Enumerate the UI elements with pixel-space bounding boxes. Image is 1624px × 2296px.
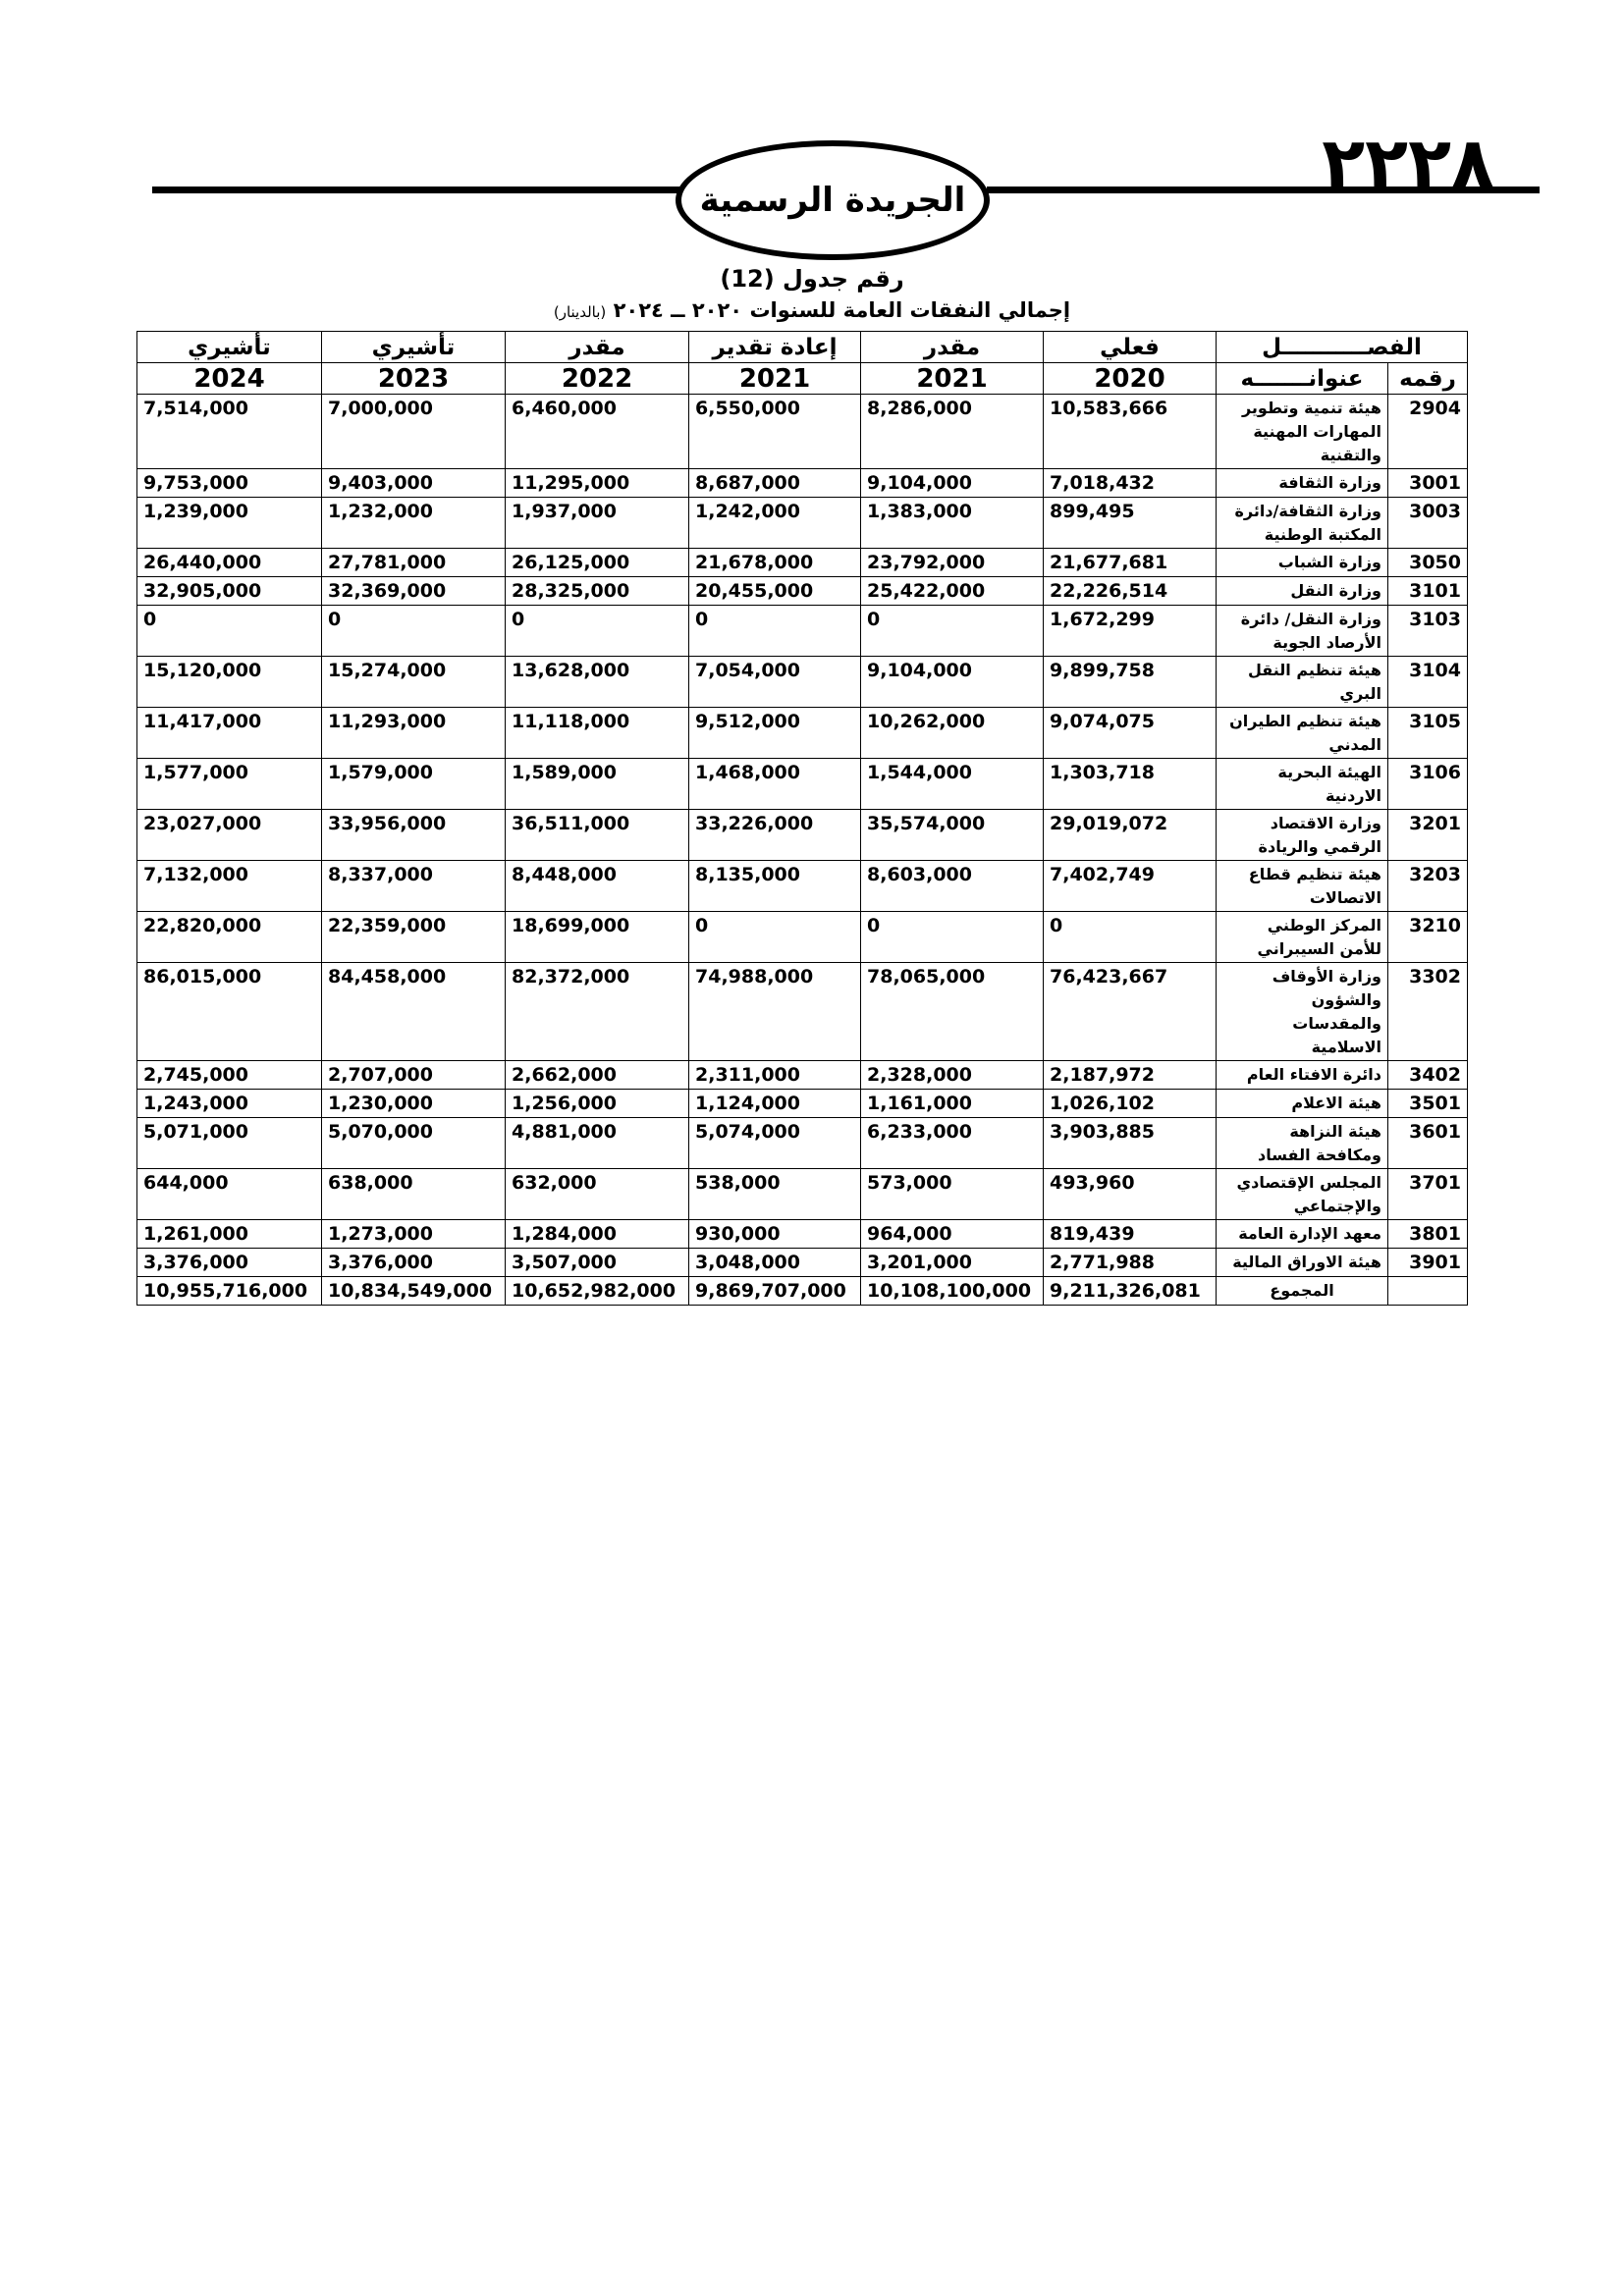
chapter-code: 2904 bbox=[1388, 395, 1468, 469]
amount-cell: 25,422,000 bbox=[861, 577, 1044, 606]
chapter-title: هيئة تنظيم الطيران المدني bbox=[1217, 708, 1388, 759]
table-row bbox=[137, 759, 1468, 810]
col4-year: 2022 bbox=[506, 363, 689, 395]
amount-cell: 0 bbox=[506, 606, 689, 657]
chapter-title: وزارة الأوقاف والشؤون والمقدسات الاسلامية bbox=[1217, 963, 1388, 1061]
chapter-code: 3050 bbox=[1388, 549, 1468, 577]
amount-cell: 18,699,000 bbox=[506, 912, 689, 963]
chapter-code: 3601 bbox=[1388, 1118, 1468, 1169]
total-amount: 10,108,100,000 bbox=[861, 1277, 1044, 1306]
amount-cell: 78,065,000 bbox=[861, 963, 1044, 1061]
chapter-title: وزارة الشباب bbox=[1217, 549, 1388, 577]
table-row bbox=[137, 498, 1468, 549]
amount-cell: 8,337,000 bbox=[322, 861, 506, 912]
table-row bbox=[137, 861, 1468, 912]
chapter-title: وزارة النقل/ دائرة الأرصاد الجوية bbox=[1217, 606, 1388, 657]
amount-cell: 632,000 bbox=[506, 1169, 689, 1220]
amount-cell: 0 bbox=[322, 606, 506, 657]
amount-cell: 8,448,000 bbox=[506, 861, 689, 912]
table-subtitle bbox=[0, 298, 1624, 322]
table-row bbox=[137, 1118, 1468, 1169]
total-amount: 9,869,707,000 bbox=[689, 1277, 861, 1306]
chapter-title: هيئة النزاهة ومكافحة الفساد bbox=[1217, 1118, 1388, 1169]
col2-year: 2021 bbox=[861, 363, 1044, 395]
amount-cell: 22,359,000 bbox=[322, 912, 506, 963]
amount-cell: 29,019,072 bbox=[1044, 810, 1217, 861]
chapter-title: هيئة تنمية وتطوير المهارات المهنية والتقنية bbox=[1217, 395, 1388, 469]
chapter-code: 3101 bbox=[1388, 577, 1468, 606]
table-title: رقم جدول (12) bbox=[720, 265, 904, 293]
amount-cell: 538,000 bbox=[689, 1169, 861, 1220]
chapter-title: وزارة الثقافة/دائرة المكتبة الوطنية bbox=[1217, 498, 1388, 549]
col6-year: 2024 bbox=[137, 363, 322, 395]
amount-cell: 1,303,718 bbox=[1044, 759, 1217, 810]
amount-cell: 9,512,000 bbox=[689, 708, 861, 759]
col3-year: 2021 bbox=[689, 363, 861, 395]
amount-cell: 22,820,000 bbox=[137, 912, 322, 963]
col5-type: تأشيري bbox=[322, 332, 506, 363]
amount-cell: 9,074,075 bbox=[1044, 708, 1217, 759]
amount-cell: 0 bbox=[861, 912, 1044, 963]
chapter-no-header: رقمه bbox=[1388, 363, 1468, 395]
amount-cell: 1,124,000 bbox=[689, 1090, 861, 1118]
amount-cell: 21,677,681 bbox=[1044, 549, 1217, 577]
amount-cell: 7,402,749 bbox=[1044, 861, 1217, 912]
col5-year: 2023 bbox=[322, 363, 506, 395]
amount-cell: 26,125,000 bbox=[506, 549, 689, 577]
amount-cell: 33,956,000 bbox=[322, 810, 506, 861]
amount-cell: 26,440,000 bbox=[137, 549, 322, 577]
chapter-title: هيئة تنظيم قطاع الاتصالات bbox=[1217, 861, 1388, 912]
amount-cell: 76,423,667 bbox=[1044, 963, 1217, 1061]
amount-cell: 644,000 bbox=[137, 1169, 322, 1220]
chapter-code: 3501 bbox=[1388, 1090, 1468, 1118]
table-row bbox=[137, 1169, 1468, 1220]
amount-cell: 0 bbox=[137, 606, 322, 657]
amount-cell: 7,054,000 bbox=[689, 657, 861, 708]
amount-cell: 13,628,000 bbox=[506, 657, 689, 708]
amount-cell: 8,687,000 bbox=[689, 469, 861, 498]
chapter-code: 3801 bbox=[1388, 1220, 1468, 1249]
table-row bbox=[137, 963, 1468, 1061]
total-amount: 10,834,549,000 bbox=[322, 1277, 506, 1306]
amount-cell: 1,261,000 bbox=[137, 1220, 322, 1249]
amount-cell: 86,015,000 bbox=[137, 963, 322, 1061]
amount-cell: 32,905,000 bbox=[137, 577, 322, 606]
amount-cell: 36,511,000 bbox=[506, 810, 689, 861]
total-label: المجموع bbox=[1217, 1277, 1388, 1306]
table-row bbox=[137, 912, 1468, 963]
chapter-header: الفصـــــــــــل bbox=[1217, 332, 1468, 363]
col2-type: مقدر bbox=[861, 332, 1044, 363]
chapter-title: المركز الوطني للأمن السيبراني bbox=[1217, 912, 1388, 963]
amount-cell: 9,753,000 bbox=[137, 469, 322, 498]
amount-cell: 8,286,000 bbox=[861, 395, 1044, 469]
chapter-title: معهد الإدارة العامة bbox=[1217, 1220, 1388, 1249]
table-row bbox=[137, 1249, 1468, 1277]
chapter-title: وزارة النقل bbox=[1217, 577, 1388, 606]
chapter-code: 3105 bbox=[1388, 708, 1468, 759]
amount-cell: 7,514,000 bbox=[137, 395, 322, 469]
amount-cell: 7,018,432 bbox=[1044, 469, 1217, 498]
amount-cell: 10,262,000 bbox=[861, 708, 1044, 759]
col3-type: إعادة تقدير bbox=[689, 332, 861, 363]
chapter-code: 3302 bbox=[1388, 963, 1468, 1061]
table-row bbox=[137, 657, 1468, 708]
chapter-code: 3103 bbox=[1388, 606, 1468, 657]
expenditure-table bbox=[136, 331, 1468, 1306]
chapter-code: 3701 bbox=[1388, 1169, 1468, 1220]
amount-cell: 6,550,000 bbox=[689, 395, 861, 469]
chapter-title: هيئة الاعلام bbox=[1217, 1090, 1388, 1118]
amount-cell: 964,000 bbox=[861, 1220, 1044, 1249]
amount-cell: 1,383,000 bbox=[861, 498, 1044, 549]
total-amount: 10,652,982,000 bbox=[506, 1277, 689, 1306]
col4-type: مقدر bbox=[506, 332, 689, 363]
amount-cell: 1,284,000 bbox=[506, 1220, 689, 1249]
total-row bbox=[137, 1277, 1468, 1306]
chapter-code: 3210 bbox=[1388, 912, 1468, 963]
chapter-code: 3104 bbox=[1388, 657, 1468, 708]
amount-cell: 11,295,000 bbox=[506, 469, 689, 498]
amount-cell: 9,104,000 bbox=[861, 657, 1044, 708]
amount-cell: 1,161,000 bbox=[861, 1090, 1044, 1118]
chapter-title: دائرة الافتاء العام bbox=[1217, 1061, 1388, 1090]
amount-cell: 1,468,000 bbox=[689, 759, 861, 810]
amount-cell: 1,026,102 bbox=[1044, 1090, 1217, 1118]
page-number: ٢٢٢٨ bbox=[1322, 122, 1494, 204]
amount-cell: 2,771,988 bbox=[1044, 1249, 1217, 1277]
amount-cell: 82,372,000 bbox=[506, 963, 689, 1061]
col1-year: 2020 bbox=[1044, 363, 1217, 395]
table-row bbox=[137, 606, 1468, 657]
amount-cell: 0 bbox=[689, 912, 861, 963]
table-row bbox=[137, 708, 1468, 759]
amount-cell: 9,403,000 bbox=[322, 469, 506, 498]
amount-cell: 1,239,000 bbox=[137, 498, 322, 549]
amount-cell: 819,439 bbox=[1044, 1220, 1217, 1249]
chapter-code: 3106 bbox=[1388, 759, 1468, 810]
chapter-code: 3901 bbox=[1388, 1249, 1468, 1277]
chapter-code: 3001 bbox=[1388, 469, 1468, 498]
amount-cell: 8,135,000 bbox=[689, 861, 861, 912]
amount-cell: 0 bbox=[1044, 912, 1217, 963]
header-row-2 bbox=[137, 363, 1468, 395]
amount-cell: 5,074,000 bbox=[689, 1118, 861, 1169]
amount-cell: 2,328,000 bbox=[861, 1061, 1044, 1090]
amount-cell: 573,000 bbox=[861, 1169, 1044, 1220]
table-row bbox=[137, 1220, 1468, 1249]
chapter-title: هيئة تنظيم النقل البري bbox=[1217, 657, 1388, 708]
amount-cell: 0 bbox=[861, 606, 1044, 657]
chapter-title: المجلس الإقتصادي والإجتماعي bbox=[1217, 1169, 1388, 1220]
amount-cell: 2,662,000 bbox=[506, 1061, 689, 1090]
amount-cell: 11,118,000 bbox=[506, 708, 689, 759]
amount-cell: 930,000 bbox=[689, 1220, 861, 1249]
amount-cell: 27,781,000 bbox=[322, 549, 506, 577]
amount-cell: 1,589,000 bbox=[506, 759, 689, 810]
amount-cell: 6,233,000 bbox=[861, 1118, 1044, 1169]
amount-cell: 8,603,000 bbox=[861, 861, 1044, 912]
table-row bbox=[137, 1090, 1468, 1118]
chapter-code: 3201 bbox=[1388, 810, 1468, 861]
amount-cell: 23,027,000 bbox=[137, 810, 322, 861]
chapter-title-header: عنوانـــــــه bbox=[1217, 363, 1388, 395]
amount-cell: 32,369,000 bbox=[322, 577, 506, 606]
journal-name-oval bbox=[676, 140, 990, 260]
total-amount: 10,955,716,000 bbox=[137, 1277, 322, 1306]
amount-cell: 84,458,000 bbox=[322, 963, 506, 1061]
table-row bbox=[137, 395, 1468, 469]
header-row-1 bbox=[137, 332, 1468, 363]
amount-cell: 15,120,000 bbox=[137, 657, 322, 708]
amount-cell: 1,273,000 bbox=[322, 1220, 506, 1249]
amount-cell: 11,417,000 bbox=[137, 708, 322, 759]
table-row bbox=[137, 1061, 1468, 1090]
amount-cell: 2,745,000 bbox=[137, 1061, 322, 1090]
amount-cell: 9,104,000 bbox=[861, 469, 1044, 498]
chapter-code: 3402 bbox=[1388, 1061, 1468, 1090]
total-blank bbox=[1388, 1277, 1468, 1306]
amount-cell: 5,070,000 bbox=[322, 1118, 506, 1169]
amount-cell: 10,583,666 bbox=[1044, 395, 1217, 469]
amount-cell: 3,201,000 bbox=[861, 1249, 1044, 1277]
table-unit: (بالدينار) bbox=[553, 303, 607, 321]
amount-cell: 1,232,000 bbox=[322, 498, 506, 549]
amount-cell: 2,187,972 bbox=[1044, 1061, 1217, 1090]
table-row bbox=[137, 577, 1468, 606]
amount-cell: 74,988,000 bbox=[689, 963, 861, 1061]
amount-cell: 33,226,000 bbox=[689, 810, 861, 861]
table-subtitle-text: إجمالي النفقات العامة للسنوات ٢٠٢٠ ــ ٢٠٢٤ bbox=[613, 298, 1071, 322]
amount-cell: 6,460,000 bbox=[506, 395, 689, 469]
amount-cell: 1,242,000 bbox=[689, 498, 861, 549]
amount-cell: 9,899,758 bbox=[1044, 657, 1217, 708]
amount-cell: 5,071,000 bbox=[137, 1118, 322, 1169]
amount-cell: 7,132,000 bbox=[137, 861, 322, 912]
amount-cell: 1,937,000 bbox=[506, 498, 689, 549]
amount-cell: 3,903,885 bbox=[1044, 1118, 1217, 1169]
header-rule-left bbox=[152, 187, 682, 193]
amount-cell: 899,495 bbox=[1044, 498, 1217, 549]
amount-cell: 21,678,000 bbox=[689, 549, 861, 577]
chapter-title: وزارة الاقتصاد الرقمي والريادة bbox=[1217, 810, 1388, 861]
amount-cell: 2,707,000 bbox=[322, 1061, 506, 1090]
col6-type: تأشيري bbox=[137, 332, 322, 363]
amount-cell: 3,048,000 bbox=[689, 1249, 861, 1277]
col1-type: فعلي bbox=[1044, 332, 1217, 363]
amount-cell: 3,376,000 bbox=[137, 1249, 322, 1277]
table-row bbox=[137, 810, 1468, 861]
amount-cell: 2,311,000 bbox=[689, 1061, 861, 1090]
amount-cell: 11,293,000 bbox=[322, 708, 506, 759]
total-amount: 9,211,326,081 bbox=[1044, 1277, 1217, 1306]
amount-cell: 7,000,000 bbox=[322, 395, 506, 469]
table-row bbox=[137, 469, 1468, 498]
amount-cell: 1,672,299 bbox=[1044, 606, 1217, 657]
amount-cell: 3,376,000 bbox=[322, 1249, 506, 1277]
chapter-code: 3003 bbox=[1388, 498, 1468, 549]
amount-cell: 23,792,000 bbox=[861, 549, 1044, 577]
amount-cell: 493,960 bbox=[1044, 1169, 1217, 1220]
amount-cell: 20,455,000 bbox=[689, 577, 861, 606]
chapter-title: وزارة الثقافة bbox=[1217, 469, 1388, 498]
table-row bbox=[137, 549, 1468, 577]
chapter-title: هيئة الاوراق المالية bbox=[1217, 1249, 1388, 1277]
chapter-code: 3203 bbox=[1388, 861, 1468, 912]
amount-cell: 4,881,000 bbox=[506, 1118, 689, 1169]
amount-cell: 1,544,000 bbox=[861, 759, 1044, 810]
amount-cell: 28,325,000 bbox=[506, 577, 689, 606]
amount-cell: 35,574,000 bbox=[861, 810, 1044, 861]
amount-cell: 0 bbox=[689, 606, 861, 657]
journal-name: الجريدة الرسمية bbox=[699, 181, 966, 220]
chapter-title: الهيئة البحرية الاردنية bbox=[1217, 759, 1388, 810]
amount-cell: 1,230,000 bbox=[322, 1090, 506, 1118]
amount-cell: 3,507,000 bbox=[506, 1249, 689, 1277]
amount-cell: 15,274,000 bbox=[322, 657, 506, 708]
amount-cell: 22,226,514 bbox=[1044, 577, 1217, 606]
amount-cell: 1,577,000 bbox=[137, 759, 322, 810]
amount-cell: 1,243,000 bbox=[137, 1090, 322, 1118]
amount-cell: 638,000 bbox=[322, 1169, 506, 1220]
amount-cell: 1,256,000 bbox=[506, 1090, 689, 1118]
amount-cell: 1,579,000 bbox=[322, 759, 506, 810]
